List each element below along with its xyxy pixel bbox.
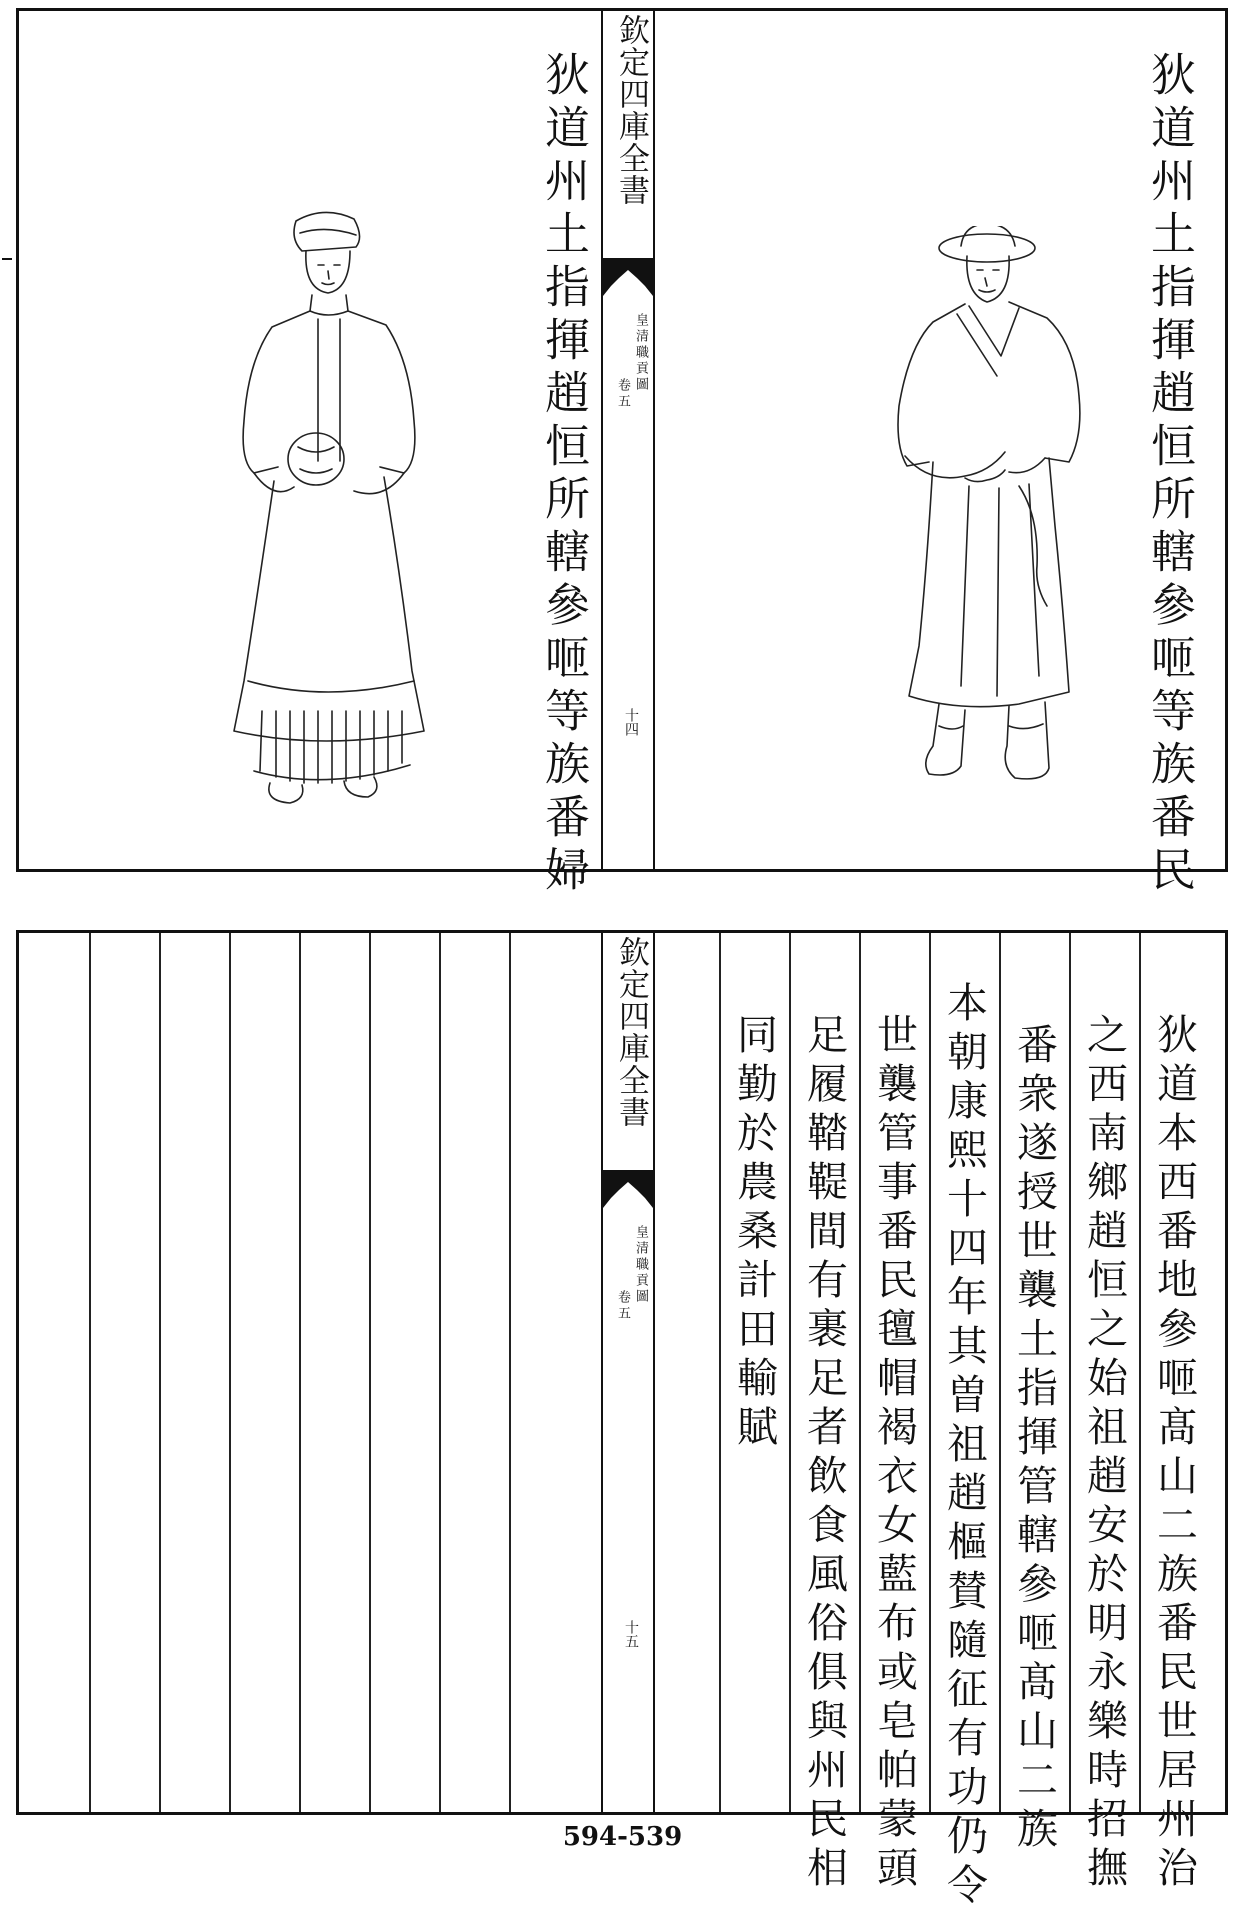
column-rule	[999, 933, 1001, 1812]
column-rule	[159, 933, 161, 1812]
spine-book-title: 皇清職貢圖	[633, 313, 648, 393]
text-column: 之西南鄉趙恒之始祖趙安於明永樂時招撫	[1080, 1013, 1128, 1895]
page-footer-code: 594-539	[562, 1822, 683, 1852]
column-rule	[1069, 933, 1071, 1812]
center-spine	[601, 8, 655, 872]
column-rule	[299, 933, 301, 1812]
fishtail-mark	[603, 258, 653, 296]
column-rule	[509, 933, 511, 1812]
spine-page-number: 十五	[623, 1620, 639, 1648]
text-column: 足履鞜鞮間有裹足者飲食風俗俱與州民相	[800, 1013, 848, 1895]
column-rule	[859, 933, 861, 1812]
fishtail-mark	[603, 1170, 653, 1208]
column-rule	[439, 933, 441, 1812]
center-spine	[601, 930, 655, 1815]
column-rule	[369, 933, 371, 1812]
spine-volume: 卷五	[615, 378, 630, 410]
caption-right: 狄道州土指揮趙恒所轄參咂等族番民	[1143, 51, 1196, 899]
text-column: 狄道本西番地參咂髙山二族番民世居州治	[1150, 1013, 1198, 1895]
caption-left: 狄道州土指揮趙恒所轄參咂等族番婦	[537, 51, 590, 899]
spine-volume: 卷五	[615, 1290, 630, 1322]
spine-title: 欽定四庫全書	[613, 14, 649, 206]
column-rule	[719, 933, 721, 1812]
text-column: 同勤於農桑計田輸賦	[730, 1013, 778, 1454]
spine-page-number: 十四	[623, 708, 639, 736]
column-rule	[89, 933, 91, 1812]
text-column: 本朝康熙十四年其曽祖趙樞賛隨征有功仍令	[940, 981, 988, 1912]
text-column: 世襲管事番民氊帽褐衣女藍布或皂帕蒙頭	[870, 1013, 918, 1895]
text-column: 番衆遂授世襲土指揮管轄參咂髙山二族	[1010, 1023, 1058, 1856]
hat-brim	[939, 234, 1035, 262]
column-rule	[789, 933, 791, 1812]
column-rule	[929, 933, 931, 1812]
column-rule	[1139, 933, 1141, 1812]
woman-figure-illustration	[214, 211, 444, 811]
column-rule	[229, 933, 231, 1812]
spine-title: 欽定四庫全書	[613, 936, 649, 1128]
man-figure-illustration	[869, 226, 1099, 796]
spine-book-title: 皇清職貢圖	[633, 1225, 648, 1305]
crop-mark	[2, 258, 12, 260]
top-page	[16, 8, 1228, 899]
